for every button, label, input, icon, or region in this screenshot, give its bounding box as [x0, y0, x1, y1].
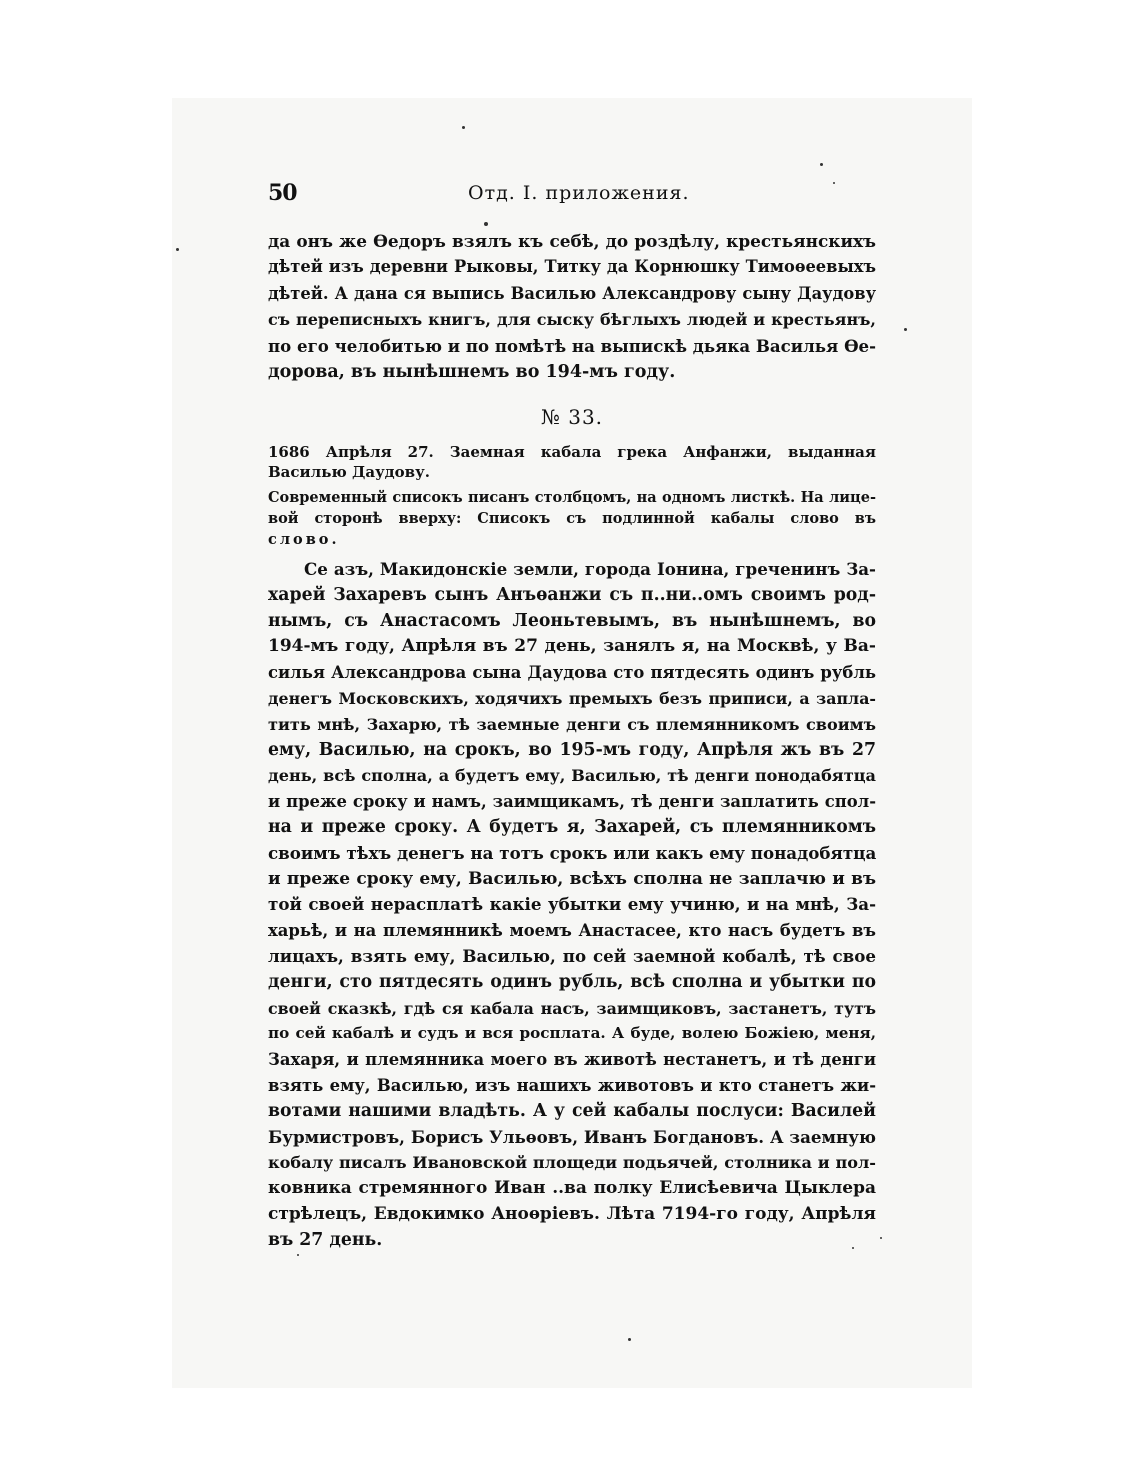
scan-speck	[880, 1237, 882, 1239]
text-line: Бурмистровъ, Борисъ Ульѳовъ, Иванъ Богдановъ. А заемную	[268, 1126, 876, 1147]
text-line: 194-мъ году, Апрѣля въ 27 день, занялъ я, на Москвѣ, у Ва-	[268, 636, 876, 657]
text-line: ему, Василью, на срокъ, во 195-мъ году, Апрѣля жъ въ 27	[268, 739, 876, 760]
scan-speck	[462, 126, 465, 129]
text-line: дѣтей. А дана ся выпись Василью Александрову сыну Даудову	[268, 283, 876, 303]
text-line: харей Захаревъ сынъ Анъѳанжи съ п..ни..омъ своимъ род-	[268, 584, 876, 605]
text-line: лицахъ, взять ему, Василью, по сей заемной кобалѣ, тѣ свое	[268, 945, 876, 966]
text-line: съ переписныхъ книгъ, для сыску бѣглыхъ людей и крестьянъ,	[268, 309, 876, 329]
scan-speck	[820, 163, 823, 166]
text-line: въ 27 день.	[268, 1229, 383, 1250]
running-head: Отд. I. приложения.	[468, 182, 690, 204]
text-line: Се азъ, Макидонскіе земли, города Іонина, греченинъ За-	[304, 559, 876, 579]
scan-speck	[628, 1338, 631, 1341]
text-line: да онъ же Ѳедоръ взялъ къ себѣ, до роздѣлу, крестьянскихъ	[268, 231, 876, 251]
scan-speck	[852, 1247, 854, 1249]
text-line: харьѣ, и на племянникѣ моемъ Анастасее, кто насъ будетъ въ	[268, 921, 876, 941]
scan-speck	[297, 1254, 299, 1256]
heading-line: 1686 Апрѣля 27. Заемная кабала грека Анфанжи, выданная	[268, 443, 876, 461]
text-line: тить мнѣ, Захарю, тѣ заемные денги съ племянникомъ своимъ	[268, 714, 876, 734]
text-line: денегъ Московскихъ, ходячихъ премыхъ безъ приписи, а запла-	[268, 688, 876, 708]
note-line: вой сторонѣ вверху: Списокъ съ подлинной кабалы слово въ	[268, 510, 876, 527]
text-line: дѣтей изъ деревни Рыковы, Титку да Корнюшку Тимоѳеевыхъ	[268, 257, 876, 277]
text-line: и преже сроку и намъ, заимщикамъ, тѣ денги заплатить спол-	[268, 792, 876, 812]
text-line: ковника стремянного Иван ..ва полку Елисѣевича Цыклера	[268, 1178, 876, 1199]
document-heading	[268, 442, 876, 482]
note-line: Современный списокъ писанъ столбцомъ, на одномъ листкѣ. На лице-	[268, 489, 876, 506]
text-line: на и преже сроку. А будетъ я, Захарей, съ племянникомъ	[268, 816, 876, 837]
scan-speck	[484, 222, 488, 226]
scan-speck	[176, 248, 179, 251]
page-number: 50	[268, 180, 297, 206]
note-line: слово.	[268, 531, 340, 548]
source-note	[268, 487, 876, 550]
text-line: взять ему, Василью, изъ нашихъ животовъ и кто станетъ жи-	[268, 1075, 876, 1095]
scan-speck	[904, 328, 907, 331]
text-line: нымъ, съ Анастасомъ Леоньтевымъ, въ нынѣшнемъ, во	[268, 610, 876, 631]
text-line: своей сказкѣ, гдѣ ся кабала насъ, заимщиковъ, застанетъ, тутъ	[268, 998, 876, 1018]
text-line: день, всѣ сполна, а будетъ ему, Василью, тѣ денги понодабятца	[268, 766, 876, 786]
scan-speck	[833, 182, 835, 184]
text-line: кобалу писалъ Ивановской площеди подьячей, столника и пол-	[268, 1153, 876, 1173]
document-number: № 33.	[540, 405, 604, 429]
text-line: своимъ тѣхъ денегъ на тотъ срокъ или какъ ему понадобятца	[268, 842, 877, 863]
text-line: Захаря, и племянника моего въ животѣ нестанетъ, и тѣ денги	[268, 1050, 876, 1070]
text-line: по его челобитью и по помѣтѣ на выпискѣ дьяка Василья Ѳе-	[268, 336, 876, 357]
text-line: силья Александрова сына Даудова сто пятдесять одинъ рубль	[268, 663, 876, 683]
text-line: той своей нерасплатѣ какіе убытки ему учиню, и на мнѣ, За-	[268, 894, 876, 915]
document-main-text	[268, 557, 876, 1254]
text-line: дорова, въ нынѣшнемъ во 194-мъ году.	[268, 362, 676, 383]
text-line: и преже сроку ему, Василью, всѣхъ сполна не заплачю и въ	[268, 868, 876, 889]
heading-line: Василью Даудову.	[268, 463, 430, 481]
paragraph-continued	[268, 228, 876, 386]
text-line: денги, сто пятдесять одинъ рубль, всѣ сполна и убытки по	[268, 971, 876, 992]
text-line: вотами нашими владѣть. А у сей кабалы послуси: Василей	[268, 1100, 876, 1121]
text-line: по сей кабалѣ и судъ и вся росплата. А буде, волею Божіею, меня,	[268, 1024, 876, 1043]
text-line: стрѣлецъ, Евдокимко Аноѳріевъ. Лѣта 7194-го году, Апрѣля	[268, 1203, 876, 1224]
page-header	[268, 180, 876, 210]
